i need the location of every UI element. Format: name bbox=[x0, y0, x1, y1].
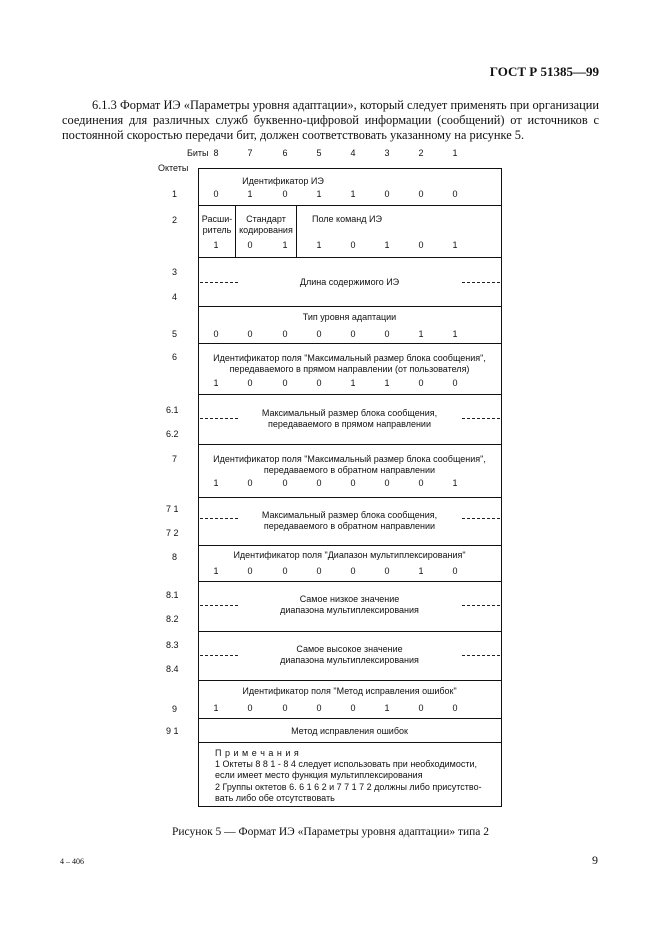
ie-length-title: Длина содержимого ИЭ bbox=[299, 277, 400, 287]
bit-value: 1 bbox=[213, 703, 219, 713]
bit-value: 1 bbox=[213, 566, 219, 576]
dash-right bbox=[462, 518, 500, 519]
octet-6-text bbox=[198, 353, 501, 375]
standard-header: ГОСТ Р 51385—99 bbox=[489, 64, 599, 79]
bit-value: 0 bbox=[247, 566, 253, 576]
bit-value: 0 bbox=[418, 240, 424, 250]
octet-8-3-text bbox=[198, 644, 501, 666]
bit-value: 1 bbox=[350, 378, 356, 388]
bit-value: 0 bbox=[282, 478, 288, 488]
octet-8-2: 8.2 bbox=[166, 614, 179, 624]
octet-7-1: 7 1 bbox=[166, 504, 179, 514]
bit-value: 1 bbox=[316, 240, 322, 250]
bit-value: 0 bbox=[247, 478, 253, 488]
bit-value: 0 bbox=[316, 478, 322, 488]
footer-code: 4 – 406 bbox=[60, 857, 84, 866]
octet-6-2: 6.2 bbox=[166, 429, 179, 439]
bit-value: 1 bbox=[213, 478, 219, 488]
note-2-line1: 2 Группы октетов 6. 6 1 6 2 и 7 7 1 7 2 должны либо присутство- bbox=[215, 781, 482, 792]
octet-6-1-line1: Максимальный размер блока сообщения, bbox=[261, 408, 438, 418]
bit-value: 0 bbox=[282, 329, 288, 339]
bit-value: 0 bbox=[350, 240, 356, 250]
bit-number: 3 bbox=[384, 148, 390, 158]
bit-number: 2 bbox=[418, 148, 424, 158]
bit-value: 1 bbox=[213, 240, 219, 250]
bit-value: 0 bbox=[384, 478, 390, 488]
bit-value: 0 bbox=[350, 329, 356, 339]
coding-standard-line2: кодирования bbox=[239, 225, 293, 235]
bit-value: 1 bbox=[452, 478, 458, 488]
bit-value: 1 bbox=[452, 240, 458, 250]
octet-7-1-line2: передаваемого в обратном направлении bbox=[263, 521, 436, 531]
octet-9: 9 bbox=[172, 704, 178, 714]
bit-value: 0 bbox=[247, 329, 253, 339]
dash-left bbox=[200, 605, 238, 606]
bit-value: 0 bbox=[452, 378, 458, 388]
bit-value: 0 bbox=[316, 703, 322, 713]
octet-7-1-text bbox=[198, 510, 501, 532]
octet-6-line1: Идентификатор поля "Максимальный размер блока сообщения", bbox=[213, 353, 486, 363]
bit-value: 1 bbox=[452, 329, 458, 339]
extension-label-line1: Расши- bbox=[201, 214, 233, 224]
octet-7-line2: передаваемого в обратном направлении bbox=[263, 465, 436, 475]
octet-6-1: 6.1 bbox=[166, 405, 179, 415]
bit-value: 0 bbox=[452, 703, 458, 713]
octet-8-4: 8.4 bbox=[166, 664, 179, 674]
octet-2: 2 bbox=[172, 215, 178, 225]
octets-label: Октеты bbox=[158, 163, 189, 173]
bit-value: 1 bbox=[282, 240, 288, 250]
extension-label bbox=[199, 214, 235, 236]
bit-value: 0 bbox=[418, 189, 424, 199]
octet-6-line2: передаваемого в прямом направлении (от пользователя) bbox=[229, 364, 470, 374]
octet-8-1: 8.1 bbox=[166, 590, 179, 600]
dash-left bbox=[200, 655, 238, 656]
adaptation-type-title: Тип уровня адаптации bbox=[302, 312, 397, 322]
bit-value: 0 bbox=[452, 566, 458, 576]
octet-6-1-text bbox=[198, 408, 501, 430]
bit-value: 0 bbox=[213, 189, 219, 199]
octet-8-3-line1: Самое высокое значение bbox=[296, 644, 403, 654]
bit-value: 0 bbox=[247, 378, 253, 388]
dash-right bbox=[462, 282, 500, 283]
bit-value: 0 bbox=[384, 566, 390, 576]
bit-value: 1 bbox=[384, 378, 390, 388]
octet-3: 3 bbox=[172, 267, 178, 277]
octet-4: 4 bbox=[172, 292, 178, 302]
note-1-line2: если имеет место функция мультиплексирования bbox=[215, 770, 423, 781]
command-field-label: Поле команд ИЭ bbox=[312, 214, 382, 224]
note-1-line1: 1 Октеты 8 8 1 - 8 4 следует использовать при необходимости, bbox=[215, 759, 477, 770]
bit-value: 0 bbox=[384, 329, 390, 339]
figure-caption: Рисунок 5 — Формат ИЭ «Параметры уровня адаптации» типа 2 bbox=[171, 826, 490, 838]
octet-1: 1 bbox=[172, 189, 178, 199]
coding-standard-label bbox=[236, 214, 296, 236]
bit-value: 0 bbox=[350, 703, 356, 713]
octet-5: 5 bbox=[172, 329, 178, 339]
octet-8-1-line2: диапазона мультиплексирования bbox=[280, 605, 419, 615]
bit-value: 0 bbox=[316, 329, 322, 339]
bits-label: Биты bbox=[187, 148, 209, 158]
octet-6: 6 bbox=[172, 352, 178, 362]
bit-value: 0 bbox=[316, 566, 322, 576]
bit-value: 1 bbox=[418, 329, 424, 339]
intro-paragraph: 6.1.3 Формат ИЭ «Параметры уровня адаптации», который следует применять при организации соединения для различных служб буквенно-цифровой информации (сообщений) от источников с постоянной скоростью передачи бит, должен соответствовать указанному на рисунке 5. bbox=[62, 98, 599, 142]
bit-value: 0 bbox=[316, 378, 322, 388]
page-number: 9 bbox=[592, 853, 598, 867]
bit-value: 1 bbox=[418, 566, 424, 576]
bit-number: 4 bbox=[350, 148, 356, 158]
bit-number: 1 bbox=[452, 148, 458, 158]
bit-value: 1 bbox=[316, 189, 322, 199]
figure-notes bbox=[215, 748, 482, 804]
bit-value: 1 bbox=[384, 703, 390, 713]
bit-value: 1 bbox=[247, 189, 253, 199]
bit-value: 1 bbox=[350, 189, 356, 199]
bit-value: 0 bbox=[418, 378, 424, 388]
bit-number: 7 bbox=[247, 148, 253, 158]
octet-9-1: 9 1 bbox=[166, 726, 179, 736]
bit-number: 8 bbox=[213, 148, 219, 158]
octet-8: 8 bbox=[172, 552, 178, 562]
bit-value: 0 bbox=[418, 478, 424, 488]
octet-6-1-line2: передаваемого в прямом направлении bbox=[268, 419, 431, 429]
bit-value: 0 bbox=[247, 240, 253, 250]
octet-7-2: 7 2 bbox=[166, 528, 179, 538]
octet-7-text bbox=[198, 454, 501, 476]
dash-left bbox=[200, 418, 238, 419]
octet-9-1-title: Метод исправления ошибок bbox=[291, 726, 408, 736]
bit-value: 0 bbox=[350, 566, 356, 576]
dash-right bbox=[462, 655, 500, 656]
octet-8-3-line2: диапазона мультиплексирования bbox=[280, 655, 419, 665]
bit-value: 0 bbox=[384, 189, 390, 199]
bit-value: 0 bbox=[418, 703, 424, 713]
octet-8-1-text bbox=[198, 594, 501, 616]
bit-value: 0 bbox=[282, 189, 288, 199]
octet-8-3: 8.3 bbox=[166, 640, 179, 650]
note-2-line2: вать либо обе отсутствовать bbox=[215, 792, 335, 803]
bit-value: 1 bbox=[384, 240, 390, 250]
bit-number: 6 bbox=[282, 148, 288, 158]
dash-left bbox=[200, 518, 238, 519]
octet-7-1-line1: Максимальный размер блока сообщения, bbox=[261, 510, 438, 520]
extension-label-line2: ритель bbox=[202, 225, 232, 235]
coding-standard-line1: Стандарт bbox=[246, 214, 286, 224]
octet-7: 7 bbox=[172, 454, 178, 464]
octet-7-line1: Идентификатор поля "Максимальный размер блока сообщения", bbox=[213, 454, 486, 464]
notes-heading: П р и м е ч а н и я bbox=[215, 748, 300, 758]
octet-8-title: Идентификатор поля "Диапазон мультиплексирования" bbox=[233, 550, 466, 560]
bit-value: 0 bbox=[282, 703, 288, 713]
bit-value: 0 bbox=[247, 703, 253, 713]
bit-value: 0 bbox=[282, 378, 288, 388]
bit-value: 0 bbox=[213, 329, 219, 339]
bit-number: 5 bbox=[316, 148, 322, 158]
dash-left bbox=[200, 282, 238, 283]
bit-value: 0 bbox=[282, 566, 288, 576]
ie-identifier-title: Идентификатор ИЭ bbox=[242, 176, 324, 186]
bit-value: 1 bbox=[213, 378, 219, 388]
bit-value: 0 bbox=[350, 478, 356, 488]
octet-9-title: Идентификатор поля "Метод исправления ошибок" bbox=[242, 686, 457, 696]
dash-right bbox=[462, 605, 500, 606]
bit-value: 0 bbox=[452, 189, 458, 199]
dash-right bbox=[462, 418, 500, 419]
octet-8-1-line1: Самое низкое значение bbox=[299, 594, 400, 604]
